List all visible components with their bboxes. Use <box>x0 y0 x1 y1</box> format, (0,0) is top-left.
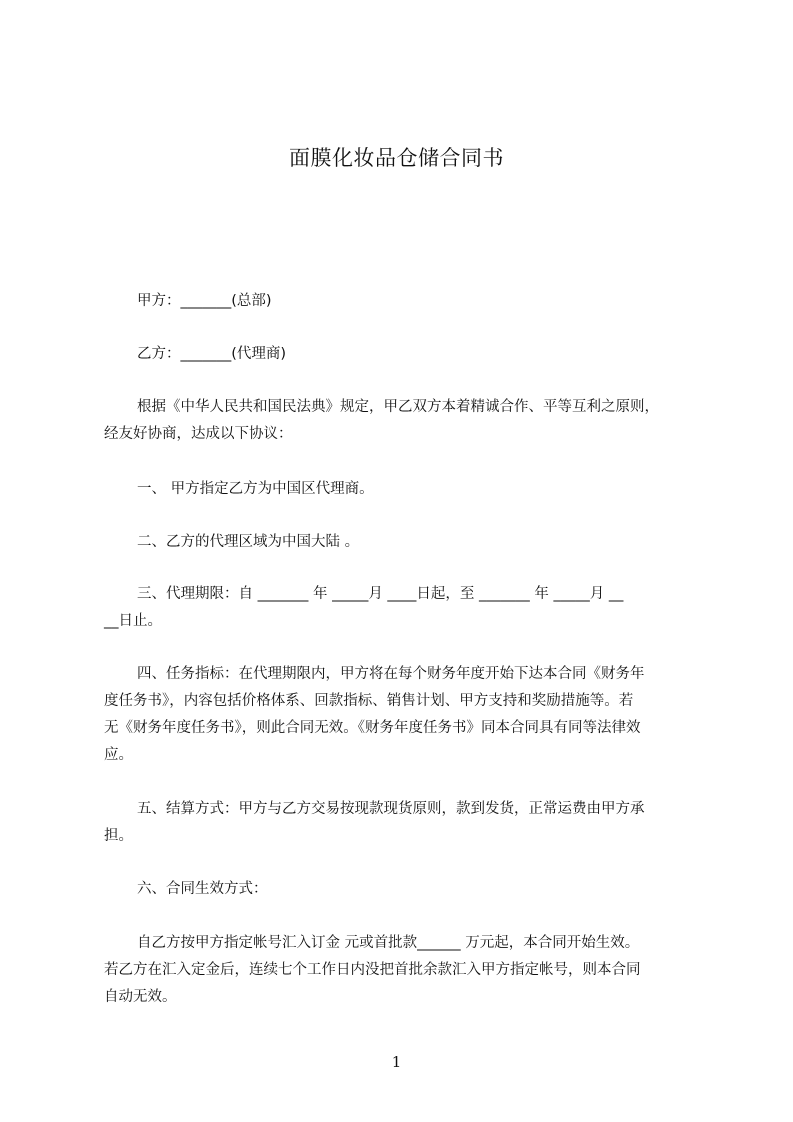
clause-4-line-2: 度任务书》，内容包括价格体系、回款指标、销售计划、甲方支持和奖励措施等。若 <box>104 693 634 709</box>
clause-3-line-1: 三、代理期限：自 _______ 年 _____月 ____日起，至 _______ 年 _____月 __ <box>137 586 624 602</box>
clause-3-line-2: __日止。 <box>104 613 162 629</box>
clause-6-heading: 六、合同生效方式： <box>137 881 268 897</box>
page-number: 1 <box>391 1053 402 1071</box>
clause-5-line-1: 五、结算方式：甲方与乙方交易按现款现货原则，款到发货，正常运费由甲方承 <box>137 801 645 817</box>
clause-1: 一、 甲方指定乙方为中国区代理商。 <box>137 481 374 497</box>
clause-4-line-4: 应。 <box>104 747 133 763</box>
clause-6-line-1: 自乙方按甲方指定帐号汇入订金 元或首批款______ 万元起，本合同开始生效。 <box>137 935 640 951</box>
clause-4-line-3: 无《财务年度任务书》，则此合同无效。《财务年度任务书》同本合同具有同等法律效 <box>104 720 641 736</box>
clause-6-line-2: 若乙方在汇入定金后，连续七个工作日内没把首批余款汇入甲方指定帐号，则本合同 <box>104 962 641 978</box>
party-a-line: 甲方：_______(总部) <box>137 293 272 309</box>
intro-line-2: 经友好协商，达成以下协议： <box>104 426 293 442</box>
intro-line-1: 根据《中华人民共和国民法典》规定，甲乙双方本着精诚合作、平等互利之原则， <box>137 399 659 415</box>
clause-6-line-3: 自动无效。 <box>104 989 177 1005</box>
clause-5-line-2: 担。 <box>104 828 133 844</box>
clause-2: 二、乙方的代理区域为中国大陆 。 <box>137 534 360 550</box>
party-b-line: 乙方：_______(代理商) <box>137 346 287 362</box>
document-title: 面膜化妆品仓储合同书 <box>289 146 504 170</box>
clause-4-line-1: 四、任务指标：在代理期限内，甲方将在每个财务年度开始下达本合同《财务年 <box>137 666 645 682</box>
